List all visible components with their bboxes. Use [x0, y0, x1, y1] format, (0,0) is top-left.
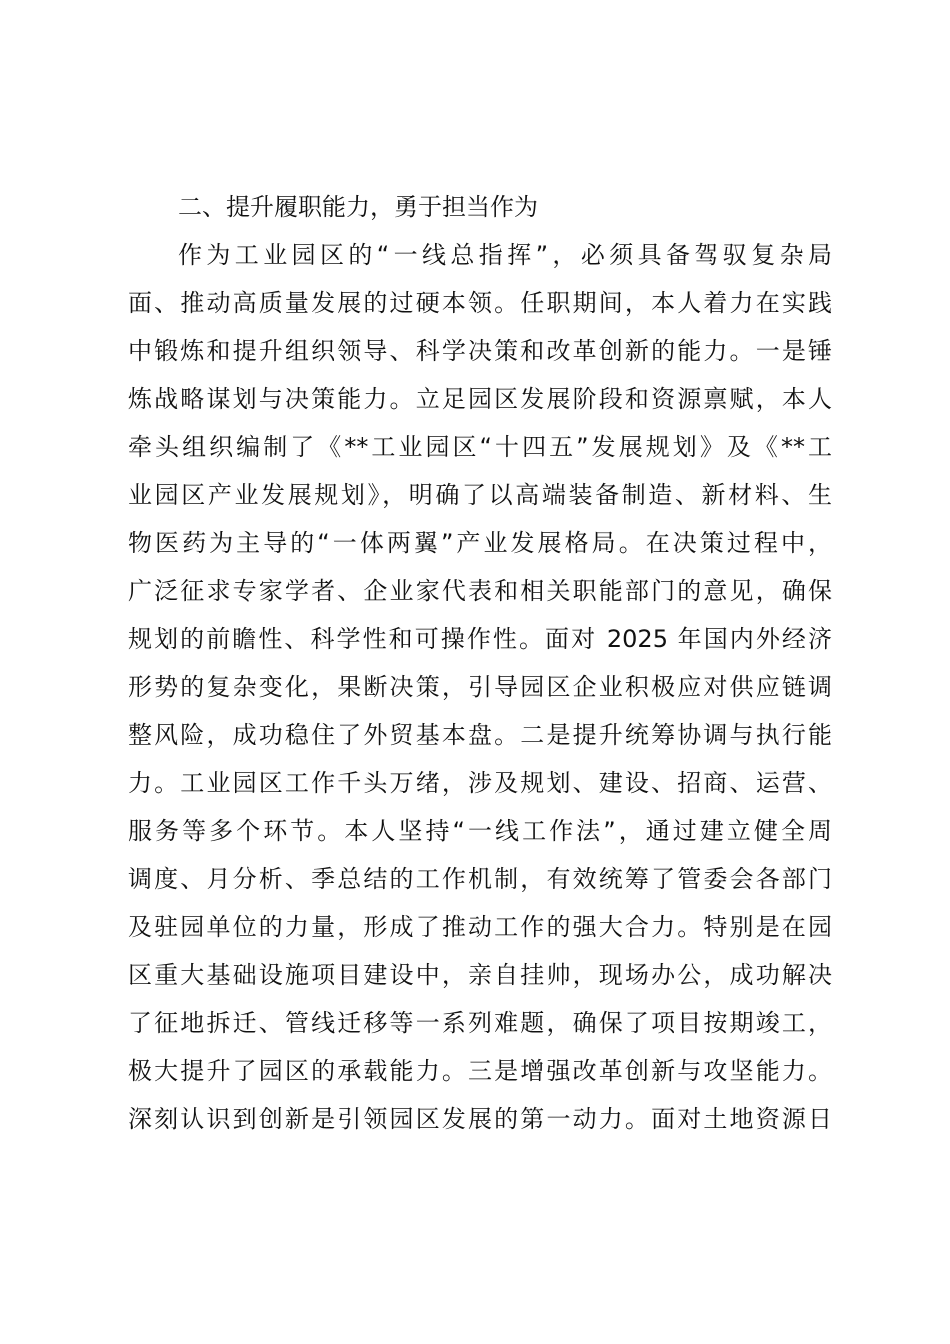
paragraph-line: 业园区产业发展规划》，明确了以高端装备制造、新材料、生 — [128, 481, 832, 509]
section-heading: 二、提升履职能力，勇于担当作为 — [178, 193, 538, 221]
paragraph-line: 中锻炼和提升组织领导、科学决策和改革创新的能力。一是锤 — [128, 337, 832, 365]
paragraph-line: 规划的前瞻性、科学性和可操作性。面对 2025 年国内外经济 — [128, 625, 832, 653]
paragraph-line: 及驻园单位的力量，形成了推动工作的强大合力。特别是在园 — [128, 913, 832, 941]
paragraph-line: 形势的复杂变化，果断决策，引导园区企业积极应对供应链调 — [128, 673, 832, 701]
paragraph-line: 极大提升了园区的承载能力。三是增强改革创新与攻坚能力。 — [128, 1057, 832, 1085]
paragraph-line: 广泛征求专家学者、企业家代表和相关职能部门的意见，确保 — [128, 577, 832, 605]
paragraph-line: 服务等多个环节。本人坚持“一线工作法”，通过建立健全周 — [128, 817, 832, 845]
paragraph-line: 面、推动高质量发展的过硬本领。任职期间，本人着力在实践 — [128, 289, 832, 317]
paragraph-line: 牵头组织编制了《**工业园区“十四五”发展规划》及《**工 — [128, 433, 832, 461]
paragraph-line: 调度、月分析、季总结的工作机制，有效统筹了管委会各部门 — [128, 865, 832, 893]
paragraph-line: 力。工业园区工作千头万绪，涉及规划、建设、招商、运营、 — [128, 769, 832, 797]
paragraph-line: 炼战略谋划与决策能力。立足园区发展阶段和资源禀赋，本人 — [128, 385, 832, 413]
paragraph-line: 整风险，成功稳住了外贸基本盘。二是提升统筹协调与执行能 — [128, 721, 832, 749]
paragraph-line: 作为工业园区的“一线总指挥”，必须具备驾驭复杂局 — [178, 241, 832, 269]
paragraph-line: 物医药为主导的“一体两翼”产业发展格局。在决策过程中， — [128, 529, 832, 557]
paragraph-line: 深刻认识到创新是引领园区发展的第一动力。面对土地资源日 — [128, 1105, 832, 1133]
paragraph-line: 区重大基础设施项目建设中，亲自挂帅，现场办公，成功解决 — [128, 961, 832, 989]
paragraph-line: 了征地拆迁、管线迁移等一系列难题，确保了项目按期竣工， — [128, 1009, 832, 1037]
